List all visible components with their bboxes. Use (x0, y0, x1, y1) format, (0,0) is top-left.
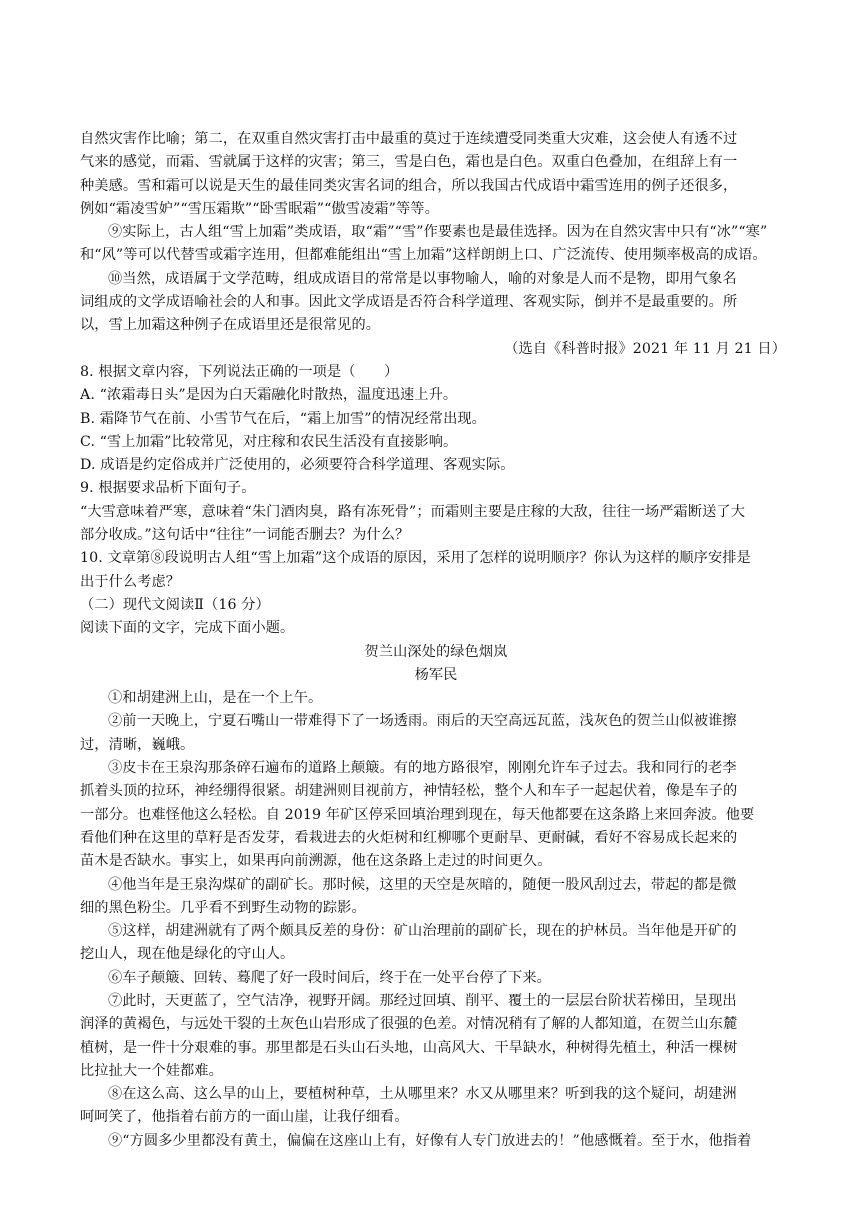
text-line: 细的黑色粉尘。几乎看不到野生动物的踪影。 (80, 899, 366, 916)
text-line: 润泽的黄褐色，与远处干裂的土灰色山岩形成了很强的色差。对情况稍有了解的人都知道，在贺兰山东麓 (80, 1016, 738, 1033)
text-line: 和“风”等可以代替雪或霜字连用，但都难能组出“雪上加霜”这样朗朗上口、广泛流传、使用频率极高的成语。 (80, 247, 767, 264)
text-line: ⑩当然，成语属于文学范畴，组成成语目的常常是以事物喻人，喻的对象是人而不是物，即用气象名 (108, 270, 737, 287)
text-line: 抓着头顶的拉环，神经绷得很紧。胡建洲则目视前方，神情轻松，整个人和车子一起起伏着，像是车子的 (80, 783, 738, 800)
text-line: 气来的感觉，而霜、雪就属于这样的灾害；第三，雪是白色，霜也是白色。双重白色叠加，在组辞上有一 (80, 154, 738, 171)
text-line: 过，清晰，巍峨。 (80, 736, 195, 753)
text-line: 以，雪上加霜这种例子在成语里还是很常见的。 (80, 317, 381, 334)
questions (80, 361, 792, 594)
passage2 (80, 687, 792, 1153)
text-line: 种美感。雪和霜可以说是天生的最佳同类灾害名词的组合，所以我国古代成语中霜雪连用的例子还很多， (80, 177, 738, 194)
question-10: 出于什么考虑？ (80, 573, 181, 590)
article-author: 杨军民 (414, 666, 458, 683)
question-10: 10. 文章第⑧段说明古人组“雪上加霜”这个成语的原因，采用了怎样的说明顺序？你认为这样的顺序安排是 (80, 550, 751, 567)
section2-header (80, 594, 792, 687)
text-line: 植树，是一件十分艰难的事。那里都是石头山石头地，山高风大、干旱缺水，种树得先植土，种活一棵树 (80, 1039, 738, 1056)
option-b: B. 霜降节气在前、小雪节气在后，“霜上加雪”的情况经常出现。 (80, 410, 486, 427)
text-line: ⑦此时，天更蓝了，空气洁净，视野开阔。那经过回填、削平、覆土的一层层台阶状若梯田，呈现出 (108, 992, 737, 1009)
text-line: ①和胡建洲上山，是在一个上午。 (108, 690, 323, 707)
text-line: 词组成的文学成语喻社会的人和事。因此文学成语是否符合科学道理、客观实际，倒并不是最重要的。所 (80, 294, 738, 311)
text-line: ⑥车子颠簸、回转、蓦爬了好一段时间后，终于在一处平台停了下来。 (108, 969, 551, 986)
option-a: A. “浓霜毒日头”是因为白天霜融化时散热，温度迅速上升。 (80, 387, 458, 404)
document-page (80, 128, 792, 1153)
text-line: 呵呵笑了，他指着右前方的一面山崖，让我仔细看。 (80, 1109, 409, 1126)
text-line: 看他们种在这里的草籽是否发芽，看栽进去的火炬树和红柳哪个更耐旱、更耐碱，看好不容易成长起来的 (80, 829, 738, 846)
text-line: 比拉扯大一个娃都难。 (80, 1062, 223, 1079)
text-line: 一部分。也难怪他这么轻松。自 2019 年矿区停采回填治理到现在，每天他都要在这条路上来回奔波。他要 (80, 806, 755, 823)
text-line: 挖山人，现在他是绿化的守山人。 (80, 946, 295, 963)
text-line: ②前一天晚上，宁夏石嘴山一带难得下了一场透雨。雨后的天空高远瓦蓝，浅灰色的贺兰山似被谁擦 (108, 713, 737, 730)
text-line: ③皮卡在王泉沟那条碎石遍布的道路上颠簸。有的地方路很窄，刚刚允许车子过去。我和同行的老李 (108, 760, 737, 777)
text-line: 例如“霜凌雪妒”“雪压霜欺”“卧雪眠霜”“傲雪凌霜”等等。 (80, 200, 439, 217)
text-line: ⑨实际上，古人组“雪上加霜”类成语，取“霜”“雪”作要素也是最佳选择。因为在自然灾害中只有“冰”“寒” (108, 224, 768, 241)
option-c: C. “雪上加霜”比较常见，对庄稼和农民生活没有直接影响。 (80, 433, 458, 450)
section-instruction: 阅读下面的文字，完成下面小题。 (80, 620, 295, 637)
text-line: ④他当年是王泉沟煤矿的副矿长。那时候，这里的天空是灰暗的，随便一股风刮过去，带起的都是微 (108, 876, 737, 893)
option-d: D. 成语是约定俗成并广泛使用的，必须要符合科学道理、客观实际。 (80, 457, 515, 474)
text-line: ⑤这样，胡建洲就有了两个颇具反差的身份：矿山治理前的副矿长，现在的护林员。当年他是开矿的 (108, 923, 737, 940)
text-line: 自然灾害作比喻；第二，在双重自然灾害打击中最重的莫过于连续遭受同类重大灾难，这会使人有透不过 (80, 131, 738, 147)
text-line: ⑨“方圆多少里都没有黄土，偏偏在这座山上有，好像有人专门放进去的！”他感慨着。至于水，他指着 (108, 1132, 752, 1149)
text-line: 苗木是否缺水。事实上，如果再向前溯源，他在这条路上走过的时间更久。 (80, 853, 552, 870)
question-9-quote: 部分收成。”这句话中“往往”一词能否删去？为什么？ (80, 527, 410, 544)
text-line: ⑧在这么高、这么旱的山上，要植树种草，土从哪里来？水又从哪里来？听到我的这个疑问，胡建洲 (108, 1086, 737, 1103)
question-9: 9. 根据要求品析下面句子。 (80, 480, 256, 497)
article-title: 贺兰山深处的绿色烟岚 (364, 643, 508, 660)
section-heading: （二）现代文阅读Ⅱ（16 分） (80, 596, 270, 613)
passage1-tail (80, 128, 792, 361)
question-9-quote: “大雪意味着严寒，意味着“朱门酒肉臭，路有冻死骨”；而霜则主要是庄稼的大敌，往往一场严霜断送了大 (80, 503, 745, 520)
question-8: 8. 根据文章内容，下列说法正确的一项是（ ） (80, 363, 399, 380)
source-citation: （选自《科普时报》2021 年 11 月 21 日） (504, 340, 786, 357)
